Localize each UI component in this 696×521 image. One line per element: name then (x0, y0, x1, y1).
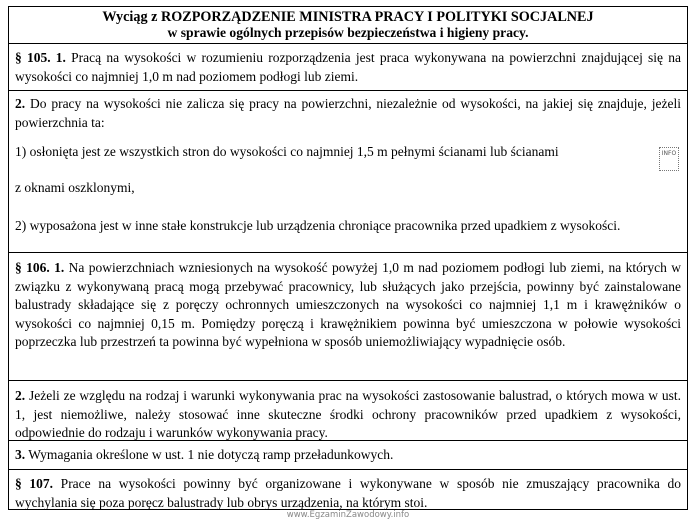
section-text: Pracą na wysokości w rozumieniu rozporządzenia jest praca wykonywana na powierzchni znajdującej się na wysokości co najmniej 1,0 m nad poziomem podłogi lub ziemi. (15, 50, 681, 84)
section-text: Prace na wysokości powinny być organizowane i wykonywane w sposób nie zmuszający pracownika do wychylania się poza poręcz balustrady lub obrys urządzenia, na którym stoi. (15, 476, 681, 510)
document-header (9, 7, 687, 44)
document-title: Wyciąg z ROZPORZĄDZENIE MINISTRA PRACY I POLITYKI SOCJALNEJ (102, 9, 594, 25)
section-label: 3. (15, 447, 26, 462)
list-item-1: 1) osłonięta jest ze wszystkich stron do wysokości co najmniej 1,5 m pełnymi ścianami lub ścianami (15, 144, 559, 159)
section-label: § 105. 1. (15, 50, 66, 65)
section-label: 2. (15, 96, 26, 111)
section-label: 2. (15, 388, 26, 403)
section-105-2 (9, 91, 687, 253)
section-107 (9, 470, 687, 510)
section-text: Wymagania określone w ust. 1 nie dotyczą ramp przeładunkowych. (25, 447, 394, 462)
section-106-2 (9, 381, 687, 441)
document-subtitle: w sprawie ogólnych przepisów bezpieczeństwa i higieny pracy. (167, 25, 529, 40)
section-text: Jeżeli ze względu na rodzaj i warunki wykonywania prac na wysokości zastosowanie balustrad, o których mowa w ust. 1, jest niemożliwe, należy stosować inne skuteczne środki ochrony pracowników przed upadkiem z wysokości, odpowiednie do rodzaju i warunków wykonywania pracy. (15, 388, 681, 440)
section-label: § 107. (15, 476, 54, 491)
section-105-1 (9, 44, 687, 91)
section-text: 2. Do pracy na wysokości nie zalicza się pracy na powierzchni, niezależnie od wysokości, na jakiej się znajduje, jeżeli powierzchnia ta: (15, 96, 681, 130)
section-text: Na powierzchniach wzniesionych na wysokość powyżej 1,0 m nad poziomem podłogi lub ziemi, na których w związku z wykonywaną pracą mogą przebywać pracownicy, lub służących jako przejścia, powinny być zainstalowane balustrady składające się z poręczy ochronnych umieszczonych na wysokości co najmniej 1,1 m i krawężników o wysokości co najmniej 0,15 m. Pomiędzy poręczą i krawężnikiem powinna być umieszczona w połowie wysokości poprzeczka lub przestrzeń ta powinna być wypełniona w sposób uniemożliwiający wypadnięcie osób. (15, 260, 681, 349)
watermark-footer: www.EgzaminZawodowy.info (286, 510, 410, 520)
list-item-1-continuation: z oknami oszklonymi, (15, 180, 135, 195)
info-icon[interactable]: INFO (659, 147, 679, 171)
section-label: § 106. 1. (15, 260, 65, 275)
section-106-1 (9, 253, 687, 381)
document-frame (8, 6, 688, 510)
section-106-3 (9, 441, 687, 470)
list-item-2: 2) wyposażona jest w inne stałe konstrukcje lub urządzenia chroniące pracownika przed upadkiem z wysokości. (15, 218, 621, 233)
